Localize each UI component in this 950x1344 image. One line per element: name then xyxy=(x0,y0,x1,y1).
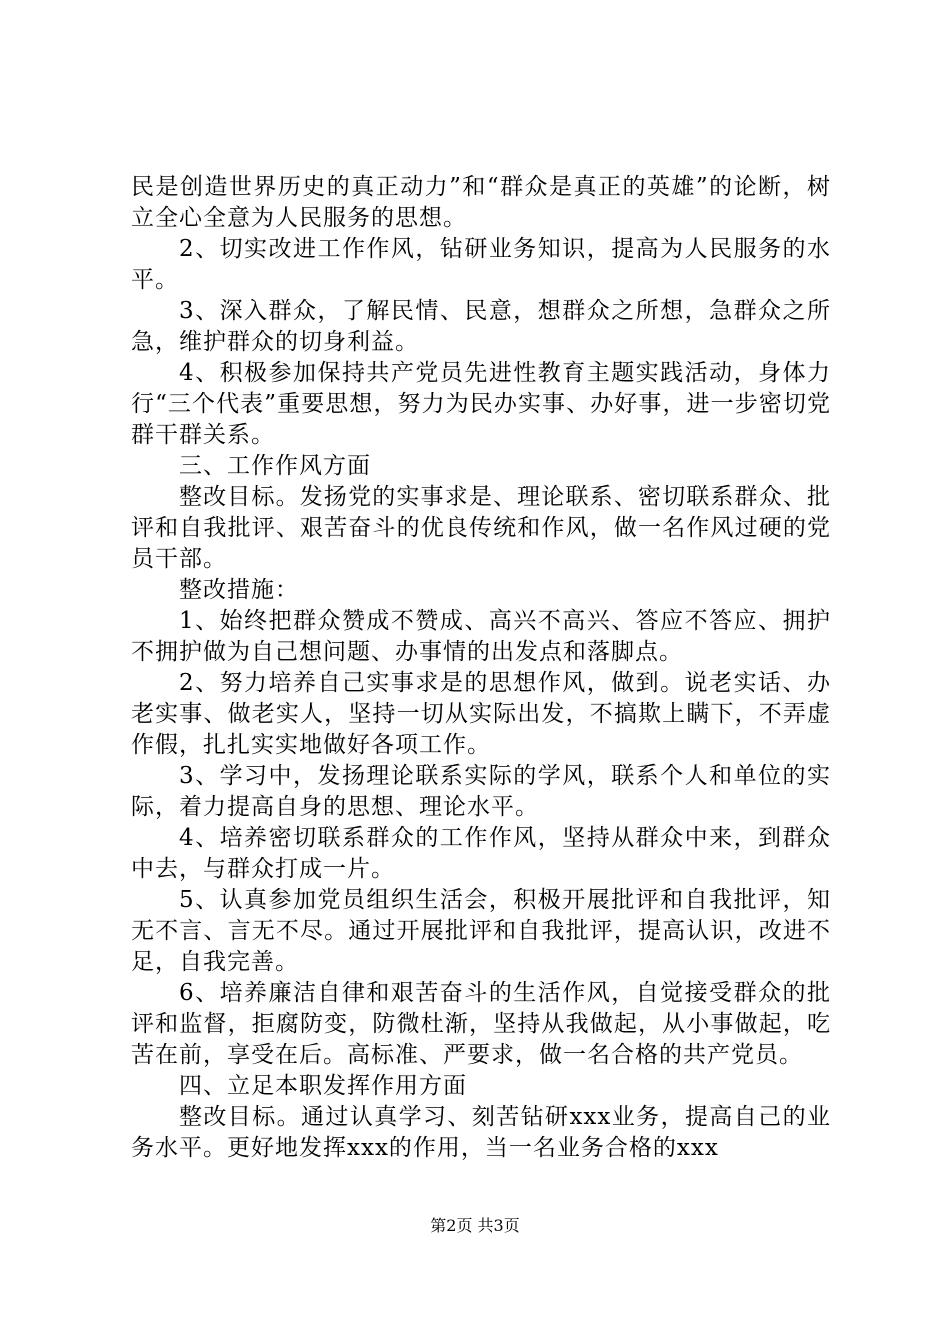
paragraph: 整改目标。通过认真学习、刻苦钻研xxx业务，提高自己的业务水平。更好地发挥xxx的作用，当一名业务合格的xxx xyxy=(131,1104,831,1161)
paragraph: 5、认真参加党员组织生活会，积极开展批评和自我批评，知无不言、言无不尽。通过开展批评和自我批评，提高认识，改进不足，自我完善。 xyxy=(131,887,831,975)
paragraph: 2、切实改进工作作风，钻研业务知识，提高为人民服务的水平。 xyxy=(131,236,831,293)
paragraph: 2、努力培养自己实事求是的思想作风，做到。说老实话、办老实事、做老实人，坚持一切从实际出发，不搞欺上瞒下，不弄虚作假，扎扎实实地做好各项工作。 xyxy=(131,670,831,758)
paragraph: 6、培养廉洁自律和艰苦奋斗的生活作风，自觉接受群众的批评和监督，拒腐防变，防微杜渐，坚持从我做起，从小事做起，吃苦在前，享受在后。高标准、严要求，做一名合格的共产党员。 xyxy=(131,980,831,1068)
document-body xyxy=(131,172,831,1164)
paragraph: 3、学习中，发扬理论联系实际的学风，联系个人和单位的实际，着力提高自身的思想、理论水平。 xyxy=(131,763,831,820)
section-heading: 四、立足本职发挥作用方面 xyxy=(179,1073,467,1099)
paragraph: 4、培养密切联系群众的工作作风，坚持从群众中来，到群众中去，与群众打成一片。 xyxy=(131,825,831,882)
section-heading: 三、工作作风方面 xyxy=(179,453,371,479)
paragraph: 1、始终把群众赞成不赞成、高兴不高兴、答应不答应、拥护不拥护做为自己想问题、办事情的出发点和落脚点。 xyxy=(131,608,831,665)
paragraph: 4、积极参加保持共产党员先进性教育主题实践活动，身体力行“三个代表”重要思想，努力为民办实事、办好事，进一步密切党群干群关系。 xyxy=(131,360,831,448)
paragraph: 整改目标。发扬党的实事求是、理论联系、密切联系群众、批评和自我批评、艰苦奋斗的优良传统和作风，做一名作风过硬的党员干部。 xyxy=(131,484,831,572)
paragraph: 民是创造世界历史的真正动力”和“群众是真正的英雄”的论断，树立全心全意为人民服务的思想。 xyxy=(131,174,831,231)
page-footer: 第2页 共3页 xyxy=(430,1216,520,1235)
subheading: 整改措施： xyxy=(179,577,299,603)
paragraph: 3、深入群众，了解民情、民意，想群众之所想，急群众之所急，维护群众的切身利益。 xyxy=(131,298,831,355)
